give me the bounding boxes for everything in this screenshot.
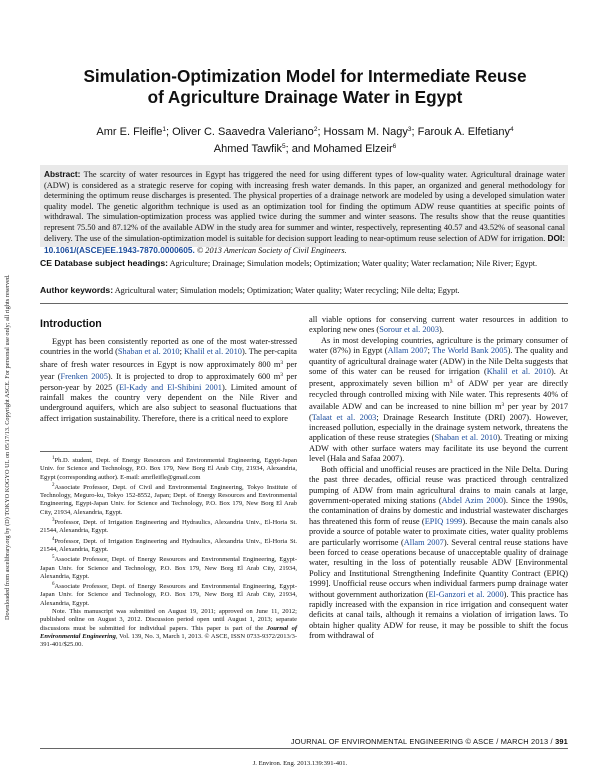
footer-divider — [40, 748, 568, 749]
text: per person-year by 2025 ( — [40, 372, 297, 392]
keywords-label: Author keywords: — [40, 285, 114, 295]
authors-line-1 — [60, 123, 550, 140]
download-notice: Downloaded from ascelibrary.org by (D) TOKYO KOGYO UL on 05/17/13. Copyright ASCE. For personal use only; all rights reserved. — [4, 274, 11, 620]
divider — [40, 303, 568, 304]
paper-title — [40, 66, 570, 107]
text: Both official and unofficial reuses are practiced in the Nile Delta. During the past three decades, official reuse was practiced through centralized pumping of ADW from main agricultural drains to main canals at large, government-operated mixing stations ( — [309, 464, 568, 505]
fn-text: Associate Professor, Dept. of Energy Resources and Environmental Engineering, Egypt-Japan Univ. for Science and Technology, P.O. Box 179, New Borg El Arab City, 21934, Alexandria, Egypt. — [40, 556, 297, 580]
citation-link[interactable]: EPIQ 1999 — [424, 516, 463, 526]
right-column — [309, 315, 568, 642]
text: per year by 2017 ( — [309, 402, 568, 422]
right-p2 — [309, 336, 568, 465]
author-sup: 2 — [313, 126, 318, 133]
text: per year ( — [40, 359, 297, 382]
text: ). It is projected to drop to approximately 600 m — [107, 372, 281, 382]
fn-text: Note. This manuscript was submitted on August 19, 2011; approved on June 11, 2012; published online on August 3, 2012. Discussion period open until August 1, 2013; separate discussions must be submitted for individual papers. This paper is part of the — [40, 608, 297, 632]
abstract — [44, 169, 565, 256]
author-5: Ahmed Tawfik — [213, 142, 283, 155]
fn-text: Associate Professor, Dept. of Civil and Environmental Engineering, Tokyo Institute of Technology, Meguro-ku, Tokyo 152-8552, Japan; Dept. of Energy Resources and Environmental Engineering, Egypt-Japan Univ. for Science and Technology, P.O. Box 179, New Borg El Arab City, 21934, Alexandria, Egypt. — [40, 483, 297, 516]
text: ). The quality and quantity of agricultural drainage water (ADW) in the Nile Delta suggests that some of this water can be reused for irrigation ( — [309, 346, 568, 377]
author-keywords — [40, 285, 568, 296]
text: all viable options for conserving current water resources in addition to exploring new ones ( — [309, 315, 568, 335]
title-line-2: of Agriculture Drainage Water in Egypt — [147, 86, 463, 107]
text: ). Treating or mixing ADW with other surface waters may facilitate its use beyond the current level (Hala and Safaa 2007). — [309, 433, 568, 464]
text: ). Because the main canals also provide a source of potable water to proximate cities, water quality problems are particularly worrisome ( — [309, 516, 568, 547]
superscript: 3 — [501, 402, 505, 409]
copyright: © 2013 American Society of Civil Engineers. — [196, 245, 347, 255]
right-p1 — [309, 315, 568, 336]
section-heading-introduction: Introduction — [40, 318, 102, 330]
footnote-5 — [40, 554, 297, 581]
superscript: 3 — [280, 359, 284, 366]
citation-link[interactable]: Shaban et al. 2010 — [434, 433, 498, 443]
fn-sup: 4 — [52, 536, 55, 542]
fn-text: Ph.D. student, Dept. of Energy Resources and Environmental Engineering, Egypt-Japan Univ. for Science and Technology, P.O. Box 179, New Borg El Arab City, 21934, Alexandria, Egypt (corresponding author). E-mail: amrfleifle@gmail.com — [40, 457, 297, 481]
fn-sup: 5 — [52, 555, 55, 561]
text: ). Since the 1990s, the contamination of drains by domestic and industrial wastewater discharges has threatened this form of reuse ( — [309, 495, 569, 526]
fn-text: Professor, Dept. of Irrigation Engineering and Hydraulics, Alexandria Univ., El-Horia St. 21544, Alexandria, Egypt. — [40, 519, 297, 535]
footnote-6 — [40, 581, 297, 608]
ce-subject-headings — [40, 258, 568, 269]
authors-line-2 — [60, 140, 550, 157]
page-number: 391 — [555, 737, 568, 746]
citation-link[interactable]: Allam 2007 — [403, 537, 444, 547]
citation-link[interactable]: El-Ganzori et al. 2000 — [428, 589, 504, 599]
text: ; — [179, 347, 184, 357]
doi-label: DOI: — [547, 233, 566, 243]
citation-link[interactable]: Khalil et al. 2010 — [486, 367, 552, 377]
text: ). This practice has rapidly increased with the expansion in rice irrigation and consequent water deficits at canal tails, although it remains a violation of irrigation laws. To obtain higher quality ADW for reuse, it may be possible to shift the focus from withdrawal of — [309, 589, 569, 641]
superscript: 3 — [449, 379, 453, 386]
text: ). Several central reuse stations have been forced to cease operations because of unacceptable quality of drainage water, resulting in the loss of potentially reusable ADW [Environmental Policy and Institutional Strengthening Indefinite Quantity Contract (EPIQ) 1999]. Unofficial reuse occurs when individual farmers pump drainage water without government authorization ( — [309, 537, 568, 599]
citation-link[interactable]: Talaat et al. 2003 — [311, 412, 377, 422]
keywords-text: Agricultural water; Simulation models; Optimization; Water quality; Water recycling; Nile delta; Egypt. — [114, 286, 460, 295]
text: ). At present, approximately seven billion m — [309, 367, 568, 389]
intro-paragraph — [40, 337, 297, 424]
fn-sup: 3 — [52, 518, 55, 524]
intro-p1 — [40, 337, 297, 424]
text: ). The per-capita share of fresh water resources in Egypt is now approximately 800 m — [40, 347, 298, 369]
author-2: ; Oliver C. Saavedra Valeriano — [166, 126, 314, 138]
ce-label: CE Database subject headings: — [40, 258, 168, 268]
citation-link[interactable]: The World Bank 2005 — [432, 346, 508, 356]
author-3: ; Hossam M. Nagy — [317, 126, 408, 138]
footnote-4 — [40, 536, 297, 555]
author-sup: 1 — [162, 126, 167, 133]
text: ). Limited amount of rainfall makes the country very dependent on the Nile River and underground aquifers, which are also subject to seasonal fluctuations that affect irrigation sustainability. Therefore, there is a critical need to explore — [40, 382, 297, 423]
author-6: ; and Mohamed Elzeir — [285, 142, 393, 155]
title-line-1: Simulation-Optimization Model for Intermediate Reuse — [83, 66, 527, 86]
citation-link[interactable]: Abdel Azim 2000 — [441, 495, 504, 505]
citation-link[interactable]: El-Kady and El-Shibini 2001 — [118, 382, 222, 392]
author-1: Amr E. Fleifle — [96, 126, 163, 138]
author-4: ; Farouk A. Elfetiany — [411, 126, 510, 138]
running-footer — [291, 737, 568, 746]
fn-text: , Vol. 139, No. 3, March 1, 2013. © ASCE, ISSN 0733-9372/2013/3-391-401/$25.00. — [40, 632, 297, 649]
fn-sup: 6 — [52, 582, 55, 588]
author-sup: 4 — [509, 126, 514, 133]
author-sup: 6 — [392, 142, 397, 150]
text: ; — [427, 346, 433, 356]
author-sup: 5 — [282, 142, 286, 150]
author-sup: 3 — [407, 126, 412, 133]
doi-link[interactable]: 10.1061/(ASCE)EE.1943-7870.0000605. — [44, 244, 195, 255]
fn-text: Professor, Dept. of Irrigation Engineering and Hydraulics, Alexandria Univ., El-Horia St. 21544, Alexandria, Egypt. — [40, 537, 297, 553]
fn-text: Associate Professor, Dept. of Energy Resources and Environmental Engineering, Egypt-Japan Univ. for Science and Technology, P.O. Box 179, New Borg El Arab City, 21934, Alexandria, Egypt. — [40, 583, 297, 607]
footnote-1 — [40, 455, 297, 482]
fn-sup: 1 — [52, 456, 55, 461]
superscript: 3 — [280, 372, 283, 379]
footnotes — [40, 455, 297, 650]
footnote-2 — [40, 482, 297, 517]
citation-link[interactable]: Allam 2007 — [387, 346, 428, 356]
footer-journal-text: JOURNAL OF ENVIRONMENTAL ENGINEERING © ASCE / MARCH 2013 / — [290, 737, 556, 746]
author-list — [60, 123, 550, 156]
citation-link[interactable]: Frenken 2005 — [60, 372, 108, 382]
citation-footer: J. Environ. Eng. 2013.139:391-401. — [252, 760, 348, 767]
abstract-body: The scarcity of water resources in Egypt has triggered the need for using different types of low-quality water. Agricultural drainage water (ADW) is considered as a strategic reserve for coping with increasing fresh water demands. In this paper, an organized and general methodology for determining the optimum reuse discharges is presented. The physical properties of a drainage network are modeled by using a developed simulation water quality model. The genetic algorithm technique is used as an optimization tool for finding the optimum ADW reuse quantities at specific points of withdrawal. The simulation-optimization process was applied twice during the summer and winter seasons. The results show that the reuse quantities represent 75.50 and 87.12% of the available ADW in the study area for summer and winter, respectively, representing 40.57 and 43.52% of seasonal canal delivery. The use of the simulation-optimization model is suitable for decision support leading to near-optimum reuse selection of ADW for irrigation. — [44, 170, 565, 243]
citation-link[interactable]: Khalil et al. 2010 — [183, 347, 242, 357]
text: As in most developing countries, agriculture is the primary consumer of water (87%) in Egypt ( — [309, 335, 568, 356]
citation-link[interactable]: Shaban et al. 2010 — [117, 347, 180, 357]
right-p3 — [309, 465, 568, 642]
text: of ADW per year are directly recycled through controlled mixing with Nile water. This represents 40% of available ADW and can be increased to nine billion m — [309, 379, 568, 412]
text: ; Drainage Research Institute (DRI) 2007). However, increased pollution, especially in the drainage system network, threatens the application of these reuse strategies ( — [309, 412, 568, 443]
manuscript-note — [40, 608, 297, 649]
abstract-label: Abstract: — [44, 169, 81, 179]
text: ). — [439, 325, 444, 335]
fn-sup: 2 — [52, 482, 55, 488]
ce-text: Agriculture; Drainage; Simulation models; Optimization; Water quality; Water reclamation; Nile River; Egypt. — [169, 259, 538, 268]
citation-link[interactable]: Sorour et al. 2003 — [379, 325, 440, 335]
footnote-divider — [40, 451, 92, 452]
journal-name: Journal of Environmental Engineering — [40, 624, 297, 640]
text: Egypt has been consistently reported as one of the most water-stressed countries in the world ( — [40, 337, 297, 357]
footnote-3 — [40, 517, 297, 536]
